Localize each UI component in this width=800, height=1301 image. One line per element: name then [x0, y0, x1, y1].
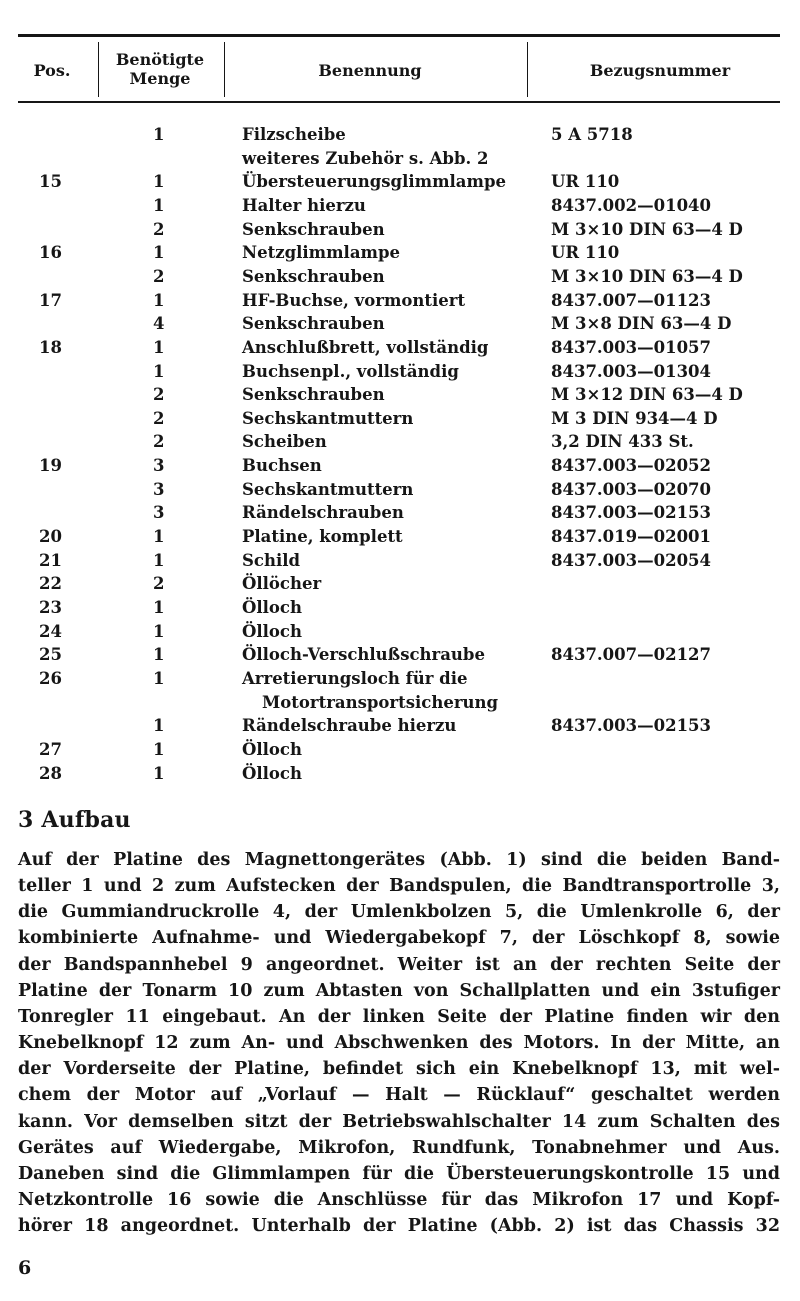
header-menge-line1: Benötigte	[115, 50, 205, 69]
row-menge: 2	[153, 432, 165, 452]
paragraph-line: teller 1 und 2 zum Aufstecken der Bandspulen, die Bandtransportrolle 3,	[18, 876, 780, 897]
row-menge: 1	[153, 527, 165, 547]
row-menge: 4	[153, 314, 165, 334]
row-menge: 1	[153, 598, 165, 617]
row-menge: 1	[153, 125, 165, 144]
row-pos: 22	[39, 574, 62, 594]
paragraph-line: kann. Vor demselben sitzt der Betriebswahlschalter 14 zum Schalten des	[18, 1111, 780, 1132]
row-menge: 2	[153, 574, 165, 594]
table-top-rule	[18, 34, 780, 37]
paragraph-line: Netzkontrolle 16 sowie die Anschlüsse für das Mikrofon 17 und Kopf-	[18, 1189, 780, 1210]
row-menge: 1	[153, 668, 165, 688]
row-pos: 15	[39, 172, 62, 192]
row-pos: 25	[39, 645, 62, 665]
row-bezugsnummer: UR 110	[551, 243, 620, 263]
row-menge: 1	[153, 621, 165, 641]
row-pos: 19	[39, 456, 62, 476]
row-menge: 1	[153, 243, 165, 263]
header-menge-line2: Menge	[129, 69, 191, 88]
row-bezugsnummer: 8437.003—02052	[551, 456, 712, 476]
row-menge: 1	[153, 550, 165, 570]
row-menge: 3	[153, 479, 165, 499]
row-pos: 26	[39, 668, 62, 688]
row-bezugsnummer: M 3×10 DIN 63—4 D	[551, 219, 743, 239]
paragraph-line: der Bandspannhebel 9 angeordnet. Weiter ist an der rechten Seite der	[18, 954, 780, 975]
row-benennung: Schild	[242, 550, 301, 570]
row-benennung: Sechskantmuttern	[242, 479, 414, 499]
row-menge: 2	[153, 219, 165, 239]
table-header-rule	[18, 101, 780, 103]
paragraph-line: chem der Motor auf „Vorlauf — Halt — Rücklauf“ geschaltet werden	[18, 1085, 780, 1106]
paragraph-line: Gerätes auf Wiedergabe, Mikrofon, Rundfunk, Tonabnehmer und Aus.	[18, 1137, 780, 1158]
header-menge	[110, 50, 210, 88]
row-bezugsnummer: 8437.003—02153	[551, 716, 712, 736]
row-bezugsnummer: M 3 DIN 934—4 D	[551, 408, 718, 428]
header-divider	[527, 42, 528, 97]
row-menge: 2	[153, 408, 165, 428]
row-benennung: Öllöcher	[242, 574, 322, 594]
row-benennung: Platine, komplett	[242, 527, 403, 547]
row-bezugsnummer: M 3×10 DIN 63—4 D	[551, 266, 743, 286]
page-number: 6	[18, 1257, 32, 1279]
paragraph-line: Knebelknopf 12 zum An- und Abschwenken des Motors. In der Mitte, an	[18, 1033, 780, 1054]
paragraph-line: Tonregler 11 eingebaut. An der linken Seite der Platine finden wir den	[18, 1006, 780, 1027]
header-divider	[224, 42, 225, 97]
row-benennung: Sechskantmuttern	[242, 408, 414, 428]
row-benennung: Rändelschrauben	[242, 503, 404, 523]
row-bezugsnummer: 8437.003—02054	[551, 550, 712, 570]
paragraph-line: Auf der Platine des Magnettongerätes (Abb. 1) sind die beiden Band-	[18, 850, 780, 870]
row-pos: 21	[39, 550, 62, 570]
row-menge: 1	[153, 361, 165, 381]
row-benennung: HF-Buchse, vormontiert	[242, 290, 466, 310]
row-bezugsnummer: M 3×12 DIN 63—4 D	[551, 385, 743, 405]
row-menge: 1	[153, 337, 165, 357]
row-benennung: Filzscheibe	[242, 125, 346, 144]
row-menge: 1	[153, 172, 165, 192]
row-benennung: Senkschrauben	[242, 266, 385, 286]
header-benennung: Benennung	[318, 61, 422, 80]
row-benennung: Senkschrauben	[242, 314, 385, 334]
row-menge: 2	[153, 385, 165, 405]
paragraph-line: Platine der Tonarm 10 zum Abtasten von Schallplatten und ein 3stufiger	[18, 980, 780, 1001]
row-pos: 28	[39, 763, 62, 783]
paragraph-line: Daneben sind die Glimmlampen für die Übersteuerungskontrolle 15 und	[18, 1163, 780, 1184]
row-bezugsnummer: UR 110	[551, 172, 620, 192]
row-benennung: Arretierungsloch für die	[242, 668, 468, 688]
row-pos: 16	[39, 243, 62, 263]
row-pos: 17	[39, 290, 62, 310]
row-menge: 1	[153, 195, 165, 215]
paragraph-line: die Gummiandruckrolle 4, der Umlenkbolzen 5, die Umlenkrolle 6, der	[18, 902, 780, 923]
row-benennung: Buchsenpl., vollständig	[242, 361, 459, 381]
row-menge: 3	[153, 456, 165, 476]
row-benennung: Senkschrauben	[242, 219, 385, 239]
header-bezugsnummer: Bezugsnummer	[589, 61, 731, 80]
row-benennung: Anschlußbrett, vollständig	[242, 337, 489, 357]
row-bezugsnummer: 3,2 DIN 433 St.	[551, 432, 694, 452]
header-divider	[98, 42, 99, 97]
row-menge: 3	[153, 503, 165, 523]
paragraph-line: hörer 18 angeordnet. Unterhalb der Platine (Abb. 2) ist das Chassis 32	[18, 1216, 780, 1237]
header-pos: Pos.	[33, 61, 71, 80]
row-benennung: Scheiben	[242, 432, 327, 452]
row-bezugsnummer: 8437.002—01040	[551, 195, 712, 215]
paragraph-line: der Vorderseite der Platine, befindet sich ein Knebelknopf 13, mit wel-	[18, 1059, 780, 1080]
row-pos: 18	[39, 337, 62, 357]
row-benennung: Ölloch-Verschlußschraube	[242, 645, 485, 665]
row-benennung: weiteres Zubehör s. Abb. 2	[242, 148, 489, 168]
row-benennung: Übersteuerungsglimmlampe	[242, 172, 506, 192]
row-benennung: Ölloch	[242, 739, 302, 759]
row-menge: 1	[153, 716, 165, 736]
row-pos: 24	[39, 621, 62, 641]
row-benennung: Ölloch	[242, 598, 302, 617]
row-bezugsnummer: 8437.003—02070	[551, 479, 712, 499]
row-bezugsnummer: 8437.007—02127	[551, 645, 712, 665]
row-benennung: Rändelschraube hierzu	[242, 716, 457, 736]
row-benennung: Ölloch	[242, 763, 302, 783]
row-benennung: Ölloch	[242, 621, 302, 641]
row-bezugsnummer: 5 A 5718	[551, 125, 633, 144]
row-pos: 20	[39, 527, 62, 547]
row-benennung: Buchsen	[242, 456, 322, 476]
row-bezugsnummer: 8437.003—01304	[551, 361, 712, 381]
section-title: 3 Aufbau	[18, 807, 131, 833]
row-benennung: Motortransportsicherung	[262, 692, 499, 712]
row-menge: 2	[153, 266, 165, 286]
row-bezugsnummer: 8437.003—01057	[551, 337, 712, 357]
row-bezugsnummer: 8437.007—01123	[551, 290, 712, 310]
row-bezugsnummer: M 3×8 DIN 63—4 D	[551, 314, 732, 334]
row-menge: 1	[153, 290, 165, 310]
row-pos: 27	[39, 739, 62, 759]
row-benennung: Halter hierzu	[242, 195, 366, 215]
row-bezugsnummer: 8437.019—02001	[551, 527, 712, 547]
paragraph-line: kombinierte Aufnahme- und Wiedergabekopf 7, der Löschkopf 8, sowie	[18, 928, 780, 949]
row-pos: 23	[39, 598, 62, 617]
row-benennung: Netzglimmlampe	[242, 243, 401, 263]
row-menge: 1	[153, 645, 165, 665]
row-menge: 1	[153, 763, 165, 783]
row-menge: 1	[153, 739, 165, 759]
row-bezugsnummer: 8437.003—02153	[551, 503, 712, 523]
row-benennung: Senkschrauben	[242, 385, 385, 405]
